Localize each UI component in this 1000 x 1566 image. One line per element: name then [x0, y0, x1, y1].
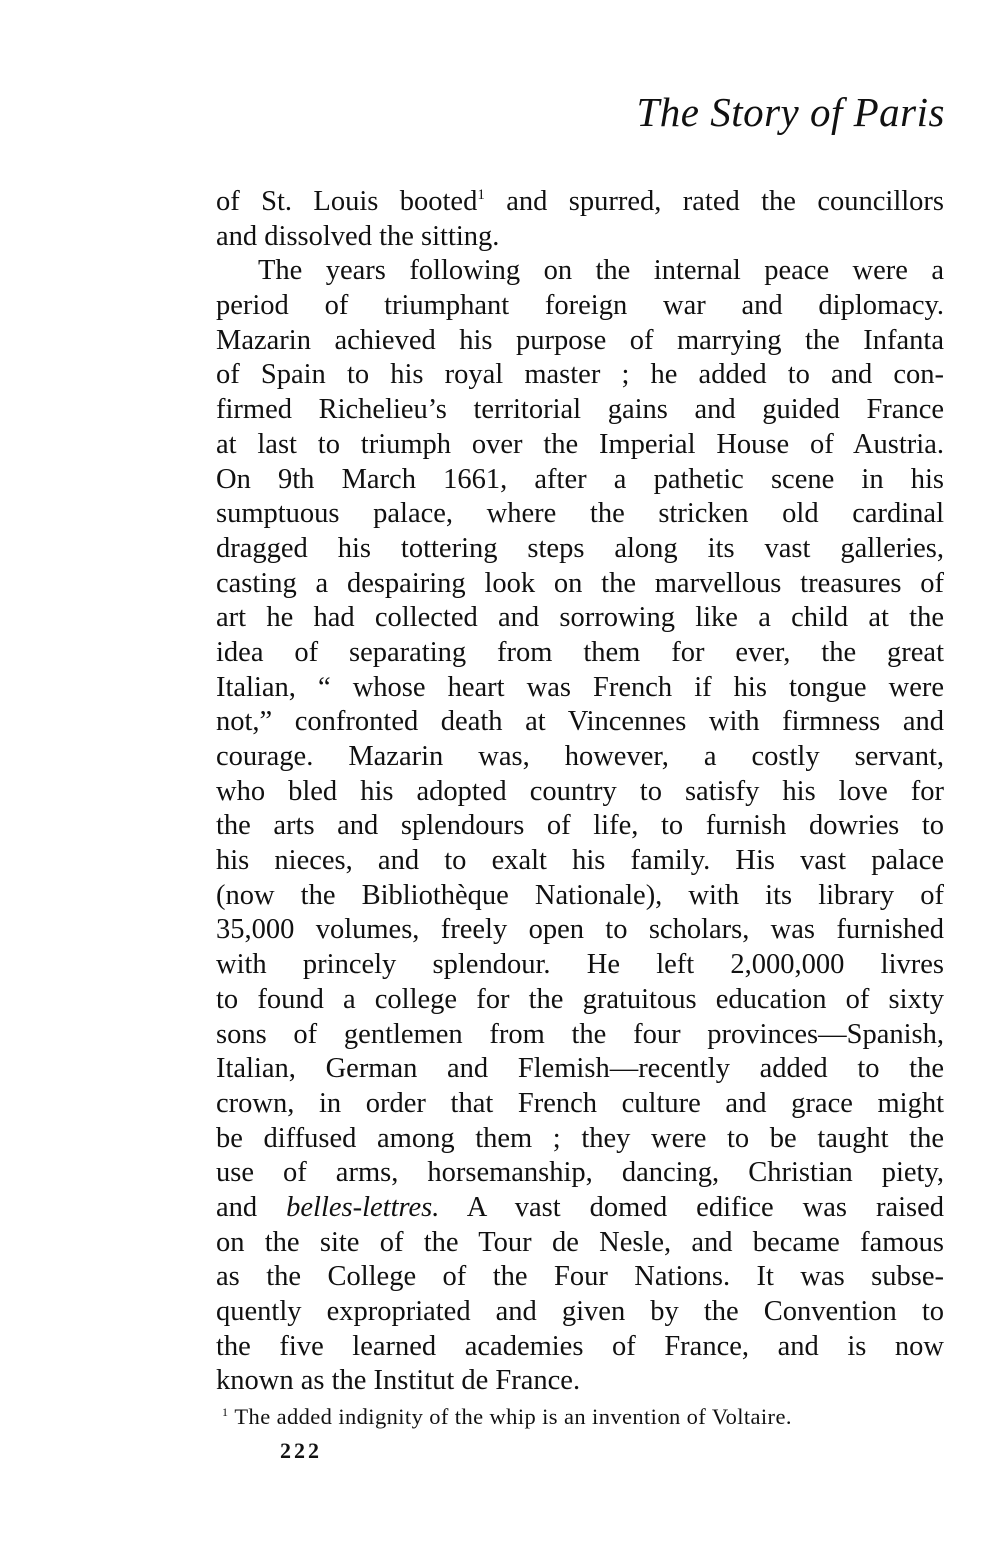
text-segment: quently expropriated and given by the Convention to: [216, 1296, 944, 1327]
text-line: [216, 254, 944, 289]
text-segment: to found a college for the gratuitous education of sixty: [216, 983, 944, 1015]
text-line: [216, 809, 944, 844]
body-text: [216, 185, 944, 1399]
text-segment: with princely splendour. He left 2,000,000 livres: [216, 949, 944, 981]
text-segment: known as the Institut de France.: [216, 1365, 581, 1397]
text-line: [216, 532, 944, 567]
text-segment: A vast domed edifice was raised: [439, 1191, 945, 1223]
text-segment: of St. Louis booted: [216, 186, 478, 217]
text-line: [216, 671, 944, 706]
text-line: [216, 740, 944, 775]
text-segment: sumptuous palace, where the stricken old cardinal: [216, 498, 944, 530]
footnote-reference: 1: [477, 187, 485, 203]
text-segment: courage. Mazarin was, however, a costly servant,: [216, 741, 944, 772]
text-line: [216, 497, 944, 532]
text-line: [216, 1191, 944, 1226]
text-segment: and: [216, 1191, 287, 1223]
text-line: [216, 636, 944, 671]
text-line: [216, 1052, 944, 1087]
text-line: [216, 705, 944, 740]
text-segment: crown, in order that French culture and grace might: [216, 1087, 944, 1119]
text-line: [216, 1122, 944, 1157]
text-segment: period of triumphant foreign war and diplomacy.: [216, 290, 944, 322]
footnote: [222, 1404, 792, 1430]
text-segment: casting a despairing look on the marvellous treasures of: [216, 567, 944, 599]
text-segment: on the site of the Tour de Nesle, and became famous: [216, 1226, 944, 1258]
footnote-text: The added indignity of the whip is an invention of Voltaire.: [234, 1404, 792, 1429]
text-segment: dragged his tottering steps along its vast galleries,: [216, 532, 944, 564]
text-line: [216, 1156, 944, 1191]
text-segment: art he had collected and sorrowing like a child at the: [216, 602, 944, 634]
text-line: [216, 1226, 944, 1261]
page-number: 222: [280, 1438, 322, 1463]
footnote-marker: 1: [222, 1405, 229, 1419]
text-segment: Italian, “ whose heart was French if his tongue were: [216, 671, 944, 703]
text-line: [216, 567, 944, 602]
text-line: [216, 289, 944, 324]
text-segment: firmed Richelieu’s territorial gains and guided France: [216, 394, 944, 426]
text-line: [216, 393, 944, 428]
text-segment: of Spain to his royal master ; he added to and con-: [216, 359, 944, 391]
text-line: [216, 1295, 944, 1330]
text-segment: be diffused among them ; they were to be taught the: [216, 1122, 944, 1154]
text-segment: and spurred, rated the councillors: [484, 186, 944, 217]
text-segment: On 9th March 1661, after a pathetic scene in his: [216, 463, 944, 495]
text-line: [216, 879, 944, 914]
text-line: [216, 428, 944, 463]
text-line: [216, 1330, 944, 1365]
italic-text: belles-lettres.: [286, 1191, 440, 1223]
text-line: [216, 220, 944, 255]
text-line: [216, 358, 944, 393]
text-segment: Italian, German and Flemish—recently added to the: [216, 1053, 944, 1085]
text-segment: The years following on the internal peace were a: [258, 255, 944, 287]
text-line: [216, 185, 944, 220]
text-segment: 35,000 volumes, freely open to scholars, was furnished: [216, 914, 944, 946]
text-line: [216, 601, 944, 636]
text-line: [216, 324, 944, 359]
running-head: The Story of Paris: [636, 89, 945, 135]
text-segment: use of arms, horsemanship, dancing, Christian piety,: [216, 1157, 944, 1189]
text-segment: the arts and splendours of life, to furnish dowries to: [216, 810, 944, 842]
text-segment: Mazarin achieved his purpose of marrying the Infanta: [216, 324, 944, 356]
text-segment: as the College of the Four Nations. It was subse-: [216, 1261, 944, 1293]
text-segment: at last to triumph over the Imperial House of Austria.: [216, 428, 944, 460]
text-segment: who bled his adopted country to satisfy his love for: [216, 775, 944, 807]
text-line: [216, 844, 944, 879]
text-segment: the five learned academies of France, and is now: [216, 1330, 944, 1362]
text-line: [216, 1018, 944, 1053]
text-segment: (now the Bibliothèque Nationale), with its library of: [216, 879, 944, 911]
text-segment: not,” confronted death at Vincennes with firmness and: [216, 706, 944, 738]
text-line: [216, 1364, 944, 1399]
text-segment: and dissolved the sitting.: [216, 220, 500, 252]
text-line: [216, 1260, 944, 1295]
text-segment: his nieces, and to exalt his family. His vast palace: [216, 845, 944, 877]
text-line: [216, 1087, 944, 1122]
text-segment: idea of separating from them for ever, the great: [216, 636, 944, 668]
text-line: [216, 775, 944, 810]
text-segment: sons of gentlemen from the four provinces—Spanish,: [216, 1018, 944, 1050]
text-line: [216, 463, 944, 498]
text-line: [216, 913, 944, 948]
text-line: [216, 948, 944, 983]
text-line: [216, 983, 944, 1018]
